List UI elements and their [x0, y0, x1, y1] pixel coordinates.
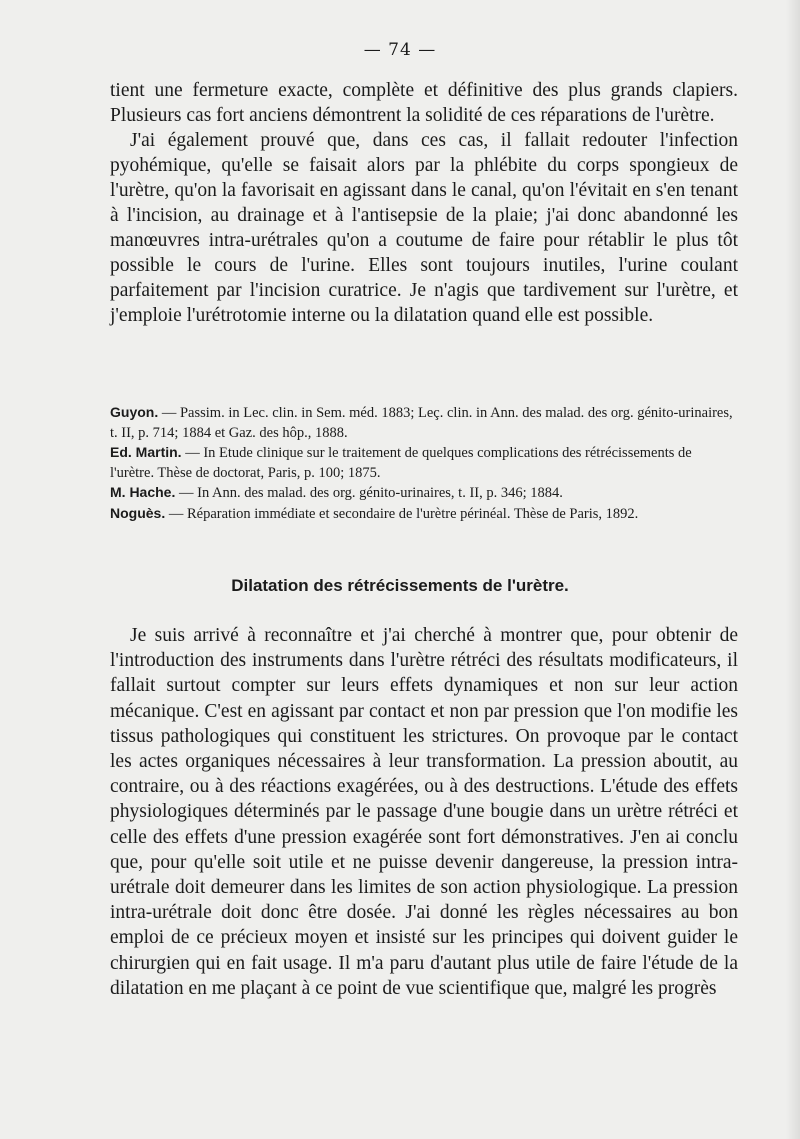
page-edge-shadow [786, 0, 800, 1139]
body-text [110, 78, 738, 328]
reference-text: — In Ann. des malad. des org. génito-urinaires, t. II, p. 346; 1884. [178, 485, 563, 501]
reference-author: Noguès. [110, 504, 166, 521]
paragraph: Je suis arrivé à reconnaître et j'ai cherché à montrer que, pour obtenir de l'introduction des instruments dans l'urètre rétréci des résultats modificateurs, il fallait surtout compter sur leurs effets dynamiques et non sur leur action mécanique. C'est en agissant par contact et non par pression que l'on modifie les tissus pathologiques qui constituent les strictures. On provoque par le contact les actes organiques nécessaires à leur transformation. La pression aboutit, au contraire, ou à des réactions exagérées, ou à des destructions. L'étude des effets physiologiques déterminés par le passage d'une bougie dans un urètre rétréci et celle des effets d'une pression exagérée sont fort démonstratives. J'en ai conclu que, pour qu'elle soit utile et ne puisse devenir dangereuse, la pression intra-urétrale doit demeurer dans les limites de son action physiologique. La pression intra-urétrale doit donc être dosée. J'ai donné les règles nécessaires au bon emploi de ce précieux moyen et insisté sur les principes qui doivent guider le chirurgien qui en fait usage. Il m'a paru d'autant plus utile de faire l'étude de la dilatation en me plaçant à ce point de vue scientifique que, malgré les progrès [110, 625, 738, 999]
paragraph: tient une fermeture exacte, complète et définitive des plus grands clapiers. Plusieurs cas fort anciens démontrent la solidité de ces réparations de l'urètre. [110, 80, 738, 126]
paragraph: J'ai également prouvé que, dans ces cas, il fallait redouter l'infection pyohémique, qu'elle se faisait alors par la phlébite du corps spongieux de l'urètre, qu'on la favorisait en agissant dans le canal, qu'on l'évitait en s'en tenant à l'incision, au drainage et à l'antisepsie de la plaie; j'ai donc abandonné les manœuvres intra-urétrales qu'on a coutume de faire pour rétablir le plus tôt possible le cours de l'urine. Elles sont toujours inutiles, l'urine coulant parfaitement par l'incision curatrice. Je n'agis que tardivement sur l'urètre, et j'emploie l'urétrotomie interne ou la dilatation quand elle est possible. [110, 130, 738, 326]
reference-author: Ed. Martin. [110, 444, 182, 460]
reference-author: M. Hache. [110, 484, 176, 500]
reference-text: — Réparation immédiate et secondaire de l'urètre périnéal. Thèse de Paris, 1892. [168, 505, 639, 522]
reference-item [110, 443, 738, 483]
references [110, 403, 738, 524]
reference-item [110, 483, 738, 504]
page-number: — 74 — [363, 40, 437, 60]
reference-text: — Passim. in Lec. clin. in Sem. méd. 1883; Leç. clin. in Ann. des malad. des org. génito-urinaires, t. II, p. 714; 1884 et Gaz. des hôp., 1888. [110, 405, 733, 441]
reference-text: — In Etude clinique sur le traitement de quelques complications des rétrécissements de l'urètre. Thèse de doctorat, Paris, p. 100; 1875. [110, 445, 692, 481]
section-body [110, 623, 738, 1001]
section-title: Dilatation des rétrécissements de l'urètre. [231, 576, 569, 595]
reference-item [110, 403, 738, 443]
reference-author: Guyon. [110, 404, 159, 420]
reference-item [110, 504, 738, 525]
